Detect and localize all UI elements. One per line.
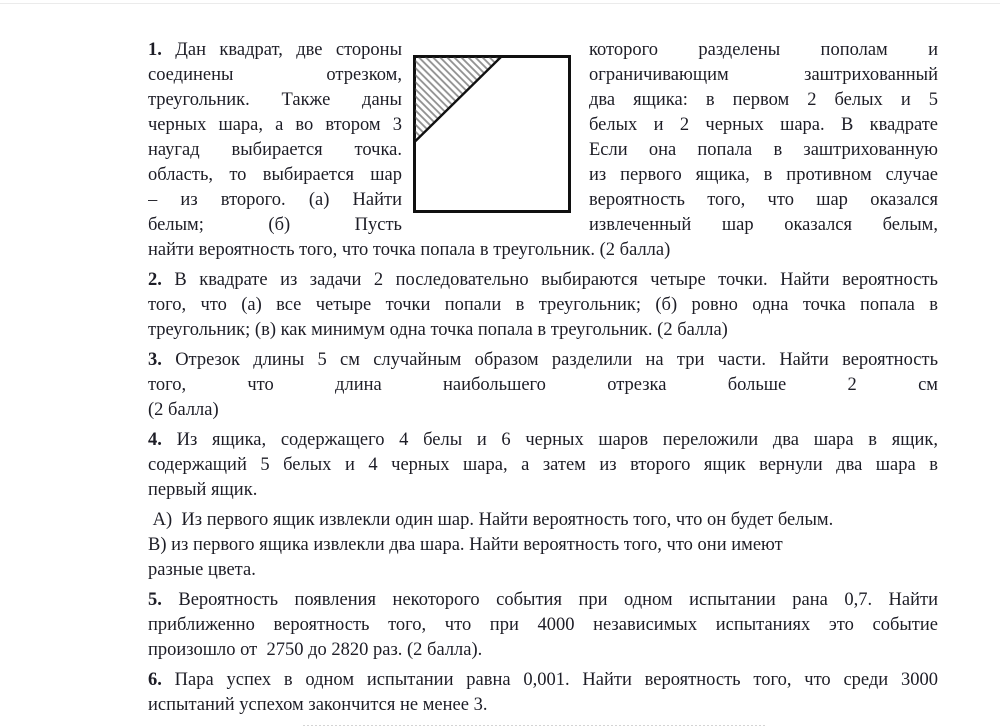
problem-5-line-2: приближенно вероятность того, что при 4000 независимых испытаниях это событие xyxy=(148,615,938,635)
problem-5-number: 5. xyxy=(148,590,162,610)
problem-1-right-line-6: из первого ящика, в противном случае xyxy=(589,165,938,185)
square-with-hatched-triangle-graphic xyxy=(413,55,571,213)
problem-1-left-line-1 xyxy=(148,38,402,63)
problem-2-number: 2. xyxy=(148,270,162,290)
problem-1-left-line-6: область, то выбирается шар xyxy=(148,165,402,185)
problem-1-right-line-2: ограничивающим заштрихованный xyxy=(589,65,938,85)
problem-5-line-3: произошло от 2750 до 2820 раз. (2 балла). xyxy=(148,640,483,660)
problem-2-line-1-text: В квадрате из задачи 2 последовательно выбираются четыре точки. Найти вероятность xyxy=(174,270,938,290)
scan-artifact-top-line xyxy=(0,3,1000,4)
problem-4-line-2: содержащий 5 белых и 4 черных шара, а затем из второго ящик вернули два шара в xyxy=(148,455,938,475)
problem-1-right-line-8: извлеченный шар оказался белым, xyxy=(589,215,938,235)
problem-2-line-2: того, что (а) все четыре точки попали в треугольник; (б) ровно одна точка попала в xyxy=(148,295,938,315)
problem-4-line-1 xyxy=(148,428,938,453)
problem-3 xyxy=(148,348,938,423)
problem-1-columns xyxy=(148,38,938,238)
square-figure xyxy=(413,55,571,219)
problem-2-line-1 xyxy=(148,268,938,293)
problem-4-line-3: первый ящик. xyxy=(148,480,258,500)
problem-1-right-line-7: вероятность того, что шар оказался xyxy=(589,190,938,210)
problem-4-item-b-line-1: В) из первого ящика извлекли два шара. Найти вероятность того, что они имеют xyxy=(148,535,783,555)
problem-3-line-1 xyxy=(148,348,938,373)
problem-6 xyxy=(148,668,938,718)
problem-1-left-line-1-text: Дан квадрат, две стороны xyxy=(175,40,402,60)
problem-4-item-b-line-2: разные цвета. xyxy=(148,560,256,580)
problem-1-left-line-4: черных шара, а во втором 3 xyxy=(148,115,402,135)
problem-1-left-line-7: – из второго. (а) Найти xyxy=(148,190,402,210)
problem-6-line-2: испытаний успехом закончится не менее 3. xyxy=(148,695,488,715)
problem-1-right-line-1: которого разделены пополам и xyxy=(589,40,938,60)
problem-1-bottom-line: найти вероятность того, что точка попала в треугольник. (2 балла) xyxy=(148,240,671,260)
problem-1-left-column xyxy=(148,38,402,238)
problem-6-line-1-text: Пара успех в одном испытании равна 0,001. Найти вероятность того, что среди 3000 xyxy=(174,670,938,690)
problem-3-line-3: (2 балла) xyxy=(148,400,219,420)
problem-6-line-1 xyxy=(148,668,938,693)
problem-3-line-2: того, что длина наибольшего отрезка больше 2 см xyxy=(148,375,938,395)
problem-1-right-line-5: Если она попала в заштрихованную xyxy=(589,140,938,160)
problem-4 xyxy=(148,428,938,503)
problem-1-left-line-2: соединены отрезком, xyxy=(148,65,402,85)
problem-1 xyxy=(148,38,938,263)
problem-4-number: 4. xyxy=(148,430,162,450)
problem-4-line-1-text: Из ящика, содержащего 4 белы и 6 черных шаров переложили два шара в ящик, xyxy=(176,430,938,450)
problem-3-line-1-text: Отрезок длины 5 см случайным образом разделили на три части. Найти вероятность xyxy=(175,350,938,370)
problem-1-right-line-3: два ящика: в первом 2 белых и 5 xyxy=(589,90,938,110)
problem-1-left-line-5: наугад выбирается точка. xyxy=(148,140,402,160)
problem-3-number: 3. xyxy=(148,350,162,370)
problem-1-right-column xyxy=(589,38,938,238)
problem-1-left-line-8: белым; (б) Пусть xyxy=(148,215,402,235)
problem-2-line-3: треугольник; (в) как минимум одна точка попала в треугольник. (2 балла) xyxy=(148,320,728,340)
problem-6-number: 6. xyxy=(148,670,162,690)
problem-5-line-1 xyxy=(148,588,938,613)
problem-1-left-line-3: треугольник. Также даны xyxy=(148,90,402,110)
hatched-triangle xyxy=(415,57,502,143)
problem-4-subitems xyxy=(148,508,938,583)
problem-1-right-line-4: белых и 2 черных шара. В квадрате xyxy=(589,115,938,135)
problem-2 xyxy=(148,268,938,343)
problem-5 xyxy=(148,588,938,663)
problem-4-item-a-line: А) Из первого ящик извлекли один шар. Найти вероятность того, что он будет белым. xyxy=(148,510,834,530)
problem-1-number: 1. xyxy=(148,40,162,60)
problem-5-line-1-text: Вероятность появления некоторого события при одном испытании рана 0,7. Найти xyxy=(178,590,938,610)
